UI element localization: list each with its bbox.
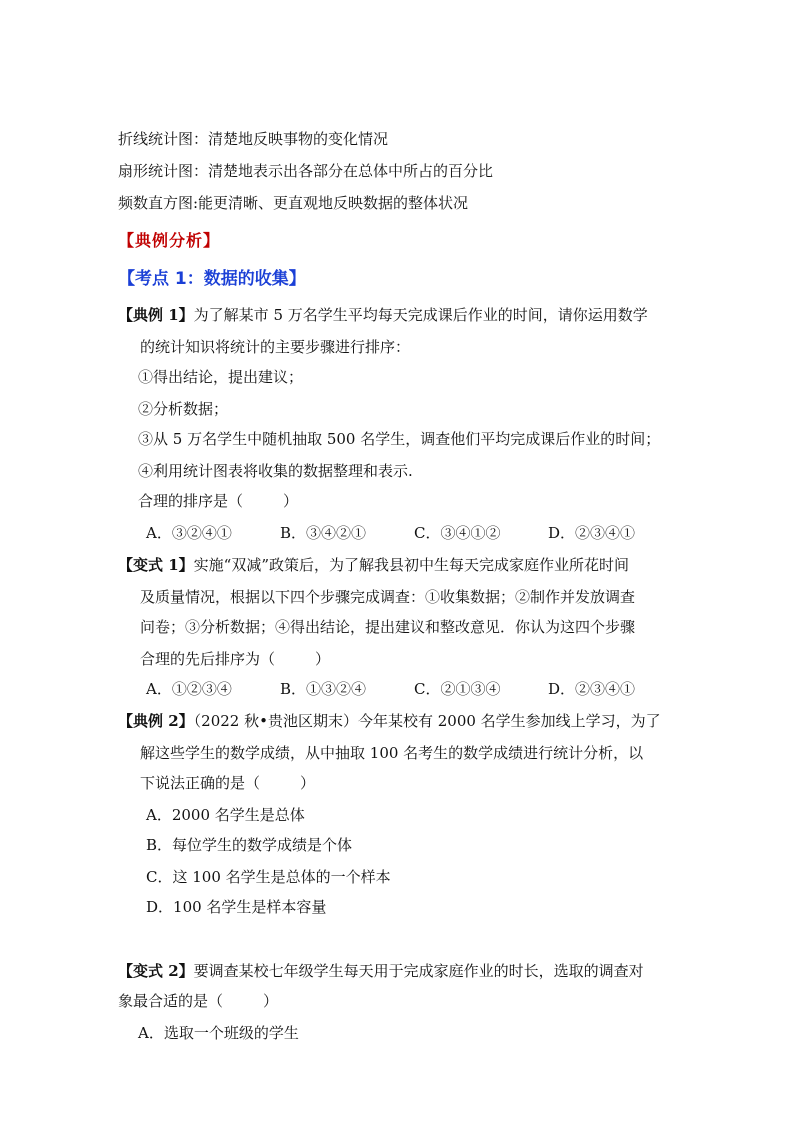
variant1-text1: 实施“双减”政策后，为了解我县初中生每天完成家庭作业所花时间	[193, 556, 630, 574]
example2-option-b[interactable]: B．每位学生的数学成绩是个体	[146, 836, 353, 854]
example1-option-d[interactable]: D．②③④①	[548, 524, 636, 542]
variant1-option-d[interactable]: D．②③④①	[548, 680, 636, 698]
summary-line-chart: 折线统计图：清楚地反映事物的变化情况	[118, 130, 389, 148]
topic-heading: 【考点 1：数据的收集】	[118, 269, 306, 289]
variant2-question-text: 象最合适的是（	[118, 992, 224, 1010]
variant1-line1	[118, 554, 629, 576]
variant1-line4	[140, 648, 330, 670]
variant1-question-text: 合理的先后排序为（	[140, 650, 276, 668]
variant1-question-end: ）	[315, 650, 331, 668]
example1-question	[138, 490, 298, 512]
variant2-question-end: ）	[263, 992, 279, 1010]
example1-step1: ①得出结论，提出建议；	[138, 368, 304, 386]
example2-tag: 【典例 2】	[118, 712, 194, 730]
example1-option-a[interactable]: A．③②④①	[146, 524, 232, 542]
example1-question-end: ）	[283, 492, 299, 510]
variant2-tag: 【变式 2】	[118, 962, 194, 980]
summary-pie-chart: 扇形统计图：清楚地表示出各部分在总体中所占的百分比	[118, 162, 494, 180]
example1-options	[146, 522, 635, 544]
example1-step2: ②分析数据；	[138, 400, 229, 418]
variant1-options	[146, 678, 635, 700]
example2-question-end: ）	[300, 774, 316, 792]
variant2-line1	[118, 960, 644, 982]
variant2-text1: 要调查某校七年级学生每天用于完成家庭作业的时长，选取的调查对	[193, 962, 644, 980]
example1-text1: 为了解某市 5 万名学生平均每天完成课后作业的时间，请你运用数学	[193, 306, 648, 324]
example2-line2: 解这些学生的数学成绩，从中抽取 100 名考生的数学成绩进行统计分析，以	[140, 744, 644, 762]
variant1-option-a[interactable]: A．①②③④	[146, 680, 232, 698]
example1-option-c[interactable]: C．③④①②	[414, 524, 501, 542]
example1-line1	[118, 304, 648, 326]
example1-line2: 的统计知识将统计的主要步骤进行排序：	[140, 338, 411, 356]
variant1-option-c[interactable]: C．②①③④	[414, 680, 501, 698]
example1-step4: ④利用统计图表将收集的数据整理和表示.	[138, 462, 413, 480]
example2-line1	[118, 710, 661, 732]
example2-option-c[interactable]: C．这 100 名学生是总体的一个样本	[146, 868, 391, 886]
example1-step3: ③从 5 万名学生中随机抽取 500 名学生，调查他们平均完成课后作业的时间；	[138, 430, 661, 448]
example2-option-d[interactable]: D．100 名学生是样本容量	[146, 898, 327, 916]
variant1-tag: 【变式 1】	[118, 556, 194, 574]
example1-option-b[interactable]: B．③④②①	[280, 524, 367, 542]
summary-histogram: 频数直方图:能更清晰、更直观地反映数据的整体状况	[118, 194, 469, 212]
example2-question-text: 下说法正确的是（	[140, 774, 261, 792]
example2-line3	[140, 772, 315, 794]
example2-text1: （2022 秋•贵池区期末）今年某校有 2000 名学生参加线上学习，为了	[193, 712, 661, 730]
example1-question-text: 合理的排序是（	[138, 492, 244, 510]
variant1-line2: 及质量情况，根据以下四个步骤完成调查：①收集数据；②制作并发放调查	[140, 588, 636, 606]
variant1-option-b[interactable]: B．①③②④	[280, 680, 367, 698]
example2-option-a[interactable]: A．2000 名学生是总体	[146, 806, 305, 824]
section-heading: 【典例分析】	[118, 231, 221, 250]
variant2-option-a[interactable]: A．选取一个班级的学生	[138, 1024, 299, 1042]
example1-tag: 【典例 1】	[118, 306, 194, 324]
variant1-line3: 问卷；③分析数据；④得出结论，提出建议和整改意见．你认为这四个步骤	[140, 618, 636, 636]
variant2-line2	[118, 990, 278, 1012]
